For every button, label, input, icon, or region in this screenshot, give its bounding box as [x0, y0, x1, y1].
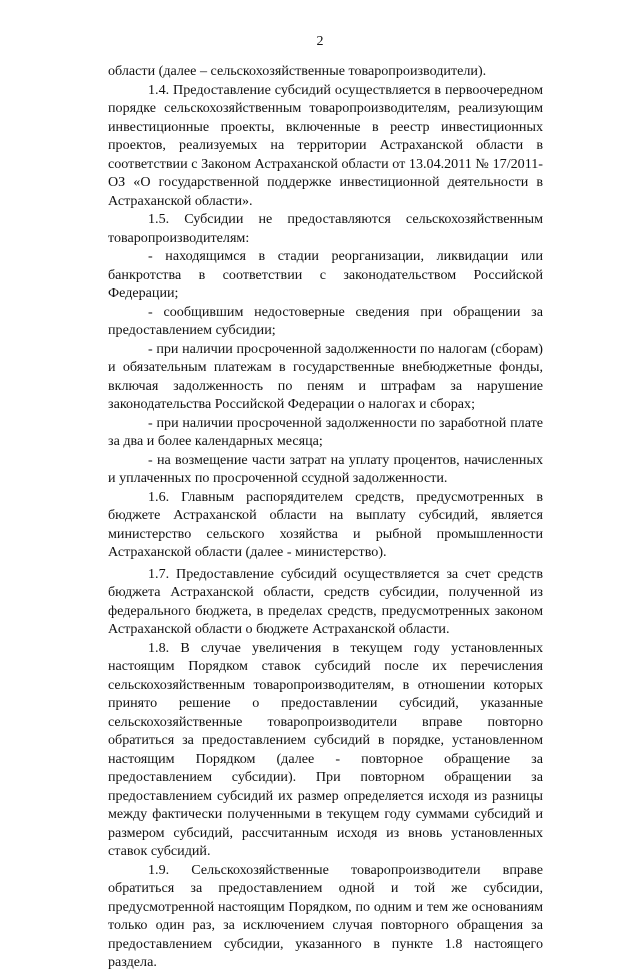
document-body	[108, 62, 543, 972]
paragraph-1-9: 1.9. Сельскохозяйственные товаропроизводители вправе обратиться за предоставлением одной и той же субсидии, предусмотренной настоящим Порядком, по одним и тем же основаниям только один раз, за исключением случая повторного обращения за предоставлением субсидии, указанного в пункте 1.8 настоящего раздела.	[108, 861, 543, 970]
paragraph-1-7: 1.7. Предоставление субсидий осуществляется за счет средств бюджета Астраханской области, средств субсидии, полученной из федерального бюджета, в пределах средств, предусмотренных законом Астраханской области о бюджете Астраханской области.	[108, 565, 543, 637]
paragraph-1-5: 1.5. Субсидии не предоставляются сельскохозяйственным товаропроизводителям:	[108, 211, 543, 246]
list-item-overdue-interest: - на возмещение части затрат на уплату процентов, начисленных и уплаченных по просроченной ссудной задолженности.	[108, 451, 543, 486]
paragraph-1-6: 1.6. Главным распорядителем средств, предусмотренных в бюджете Астраханской области на выплату субсидий, является министерство сельского хозяйства и рыбной промышленности Астраханской области (далее - министерство).	[108, 488, 543, 560]
page-number: 2	[316, 34, 324, 49]
list-item-tax-debt: - при наличии просроченной задолженности по налогам (сборам) и обязательным платежам в государственные внебюджетные фонды, включая задолженность по пеням и штрафам за нарушение законодательства Российской Федерации о налогах и сборах;	[108, 340, 543, 412]
paragraph-1-8: 1.8. В случае увеличения в текущем году установленных настоящим Порядком ставок субсидий после их перечисления сельскохозяйственным товаропроизводителям, в отношении которых принято решение о предоставлении субсидий, указанные сельскохозяйственные товаропроизводители вправе повторно обратиться за предоставлением субсидий в порядке, установленном настоящим Порядком (далее - повторное обращение за предоставлением субсидии). При повторном обращении за предоставлением субсидий их размер определяется исходя из разницы между фактически полученными в текущем году суммами субсидий и размером субсидий, рассчитанным исходя из вновь установленных ставок субсидий.	[108, 639, 543, 859]
paragraph-continuation: области (далее – сельскохозяйственные товаропроизводители).	[108, 63, 487, 79]
list-item-reorganization: - находящимся в стадии реорганизации, ликвидации или банкротства в соответствии с законодательством Российской Федерации;	[108, 248, 543, 301]
list-item-false-info: - сообщившим недостоверные сведения при обращении за предоставлением субсидии;	[108, 303, 543, 338]
paragraph-1-4: 1.4. Предоставление субсидий осуществляется в первоочередном порядке сельскохозяйственным товаропроизводителям, реализующим инвестиционные проекты, включенные в реестр инвестиционных проектов, реализуемых на территории Астраханской области в соответствии с Законом Астраханской области от 13.04.2011 № 17/2011-ОЗ «О государственной поддержке инвестиционной деятельности в Астраханской области».	[108, 81, 543, 209]
list-item-wage-debt: - при наличии просроченной задолженности по заработной плате за два и более календарных месяца;	[108, 414, 543, 449]
